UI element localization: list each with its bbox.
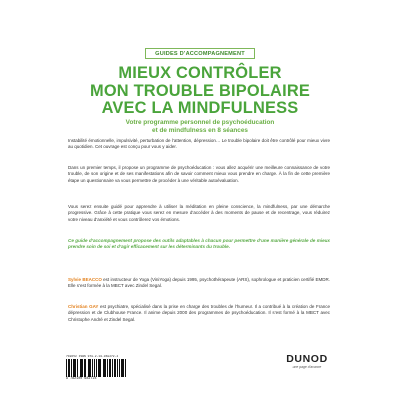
book-subtitle xyxy=(95,119,305,136)
book-title xyxy=(60,65,340,118)
description-paragraph: Vous serez ensuite guidé pour apprendre à utiliser la méditation en pleine conscience, la mindfulness, par une démarche progressive. Grâce à cette pratique vous serez en mesure d’accéder à des moments de pause et de recentrage, vous réduirez votre niveau d’anxiété et vous contrôlerez vos émotions. xyxy=(68,204,330,222)
author-bio-text: est psychiatre, spécialisé dans la prise en charge des troubles de l’humeur. Il a contribué à la création de France dépression et de Clubhouse France. Il anime depuis 2000 des programmes de psychoéducation. Il s’est formé à la MBCT avec Christophe André et Zindel Segal. xyxy=(68,304,330,322)
title-line: MON TROUBLE BIPOLAIRE xyxy=(89,81,310,100)
series-label: GUIDES D’ACCOMPAGNEMENT xyxy=(145,48,255,59)
title-line: MIEUX CONTRÔLER xyxy=(118,64,282,82)
isbn-barcode xyxy=(66,355,126,383)
publisher-name: DUNOD xyxy=(286,353,328,365)
author-bio xyxy=(68,277,330,290)
description-paragraph: Instabilité émotionnelle, impulsivité, perturbation de l’attention, dépression… Le trouble bipolaire doit être contrôlé pour mieux vivre au quotidien. Cet ouvrage est conçu pour vous y aider. xyxy=(68,138,330,150)
barcode-digits: 9 782100 682724 xyxy=(66,377,97,381)
highlight-paragraph: Ce guide d’accompagnement propose des outils adaptables à chacun pour permettre d’une manière générale de mieux prendre soin de soi et d’agir efficacement sur les déterminants du trouble. xyxy=(68,238,330,250)
author-bio-text: est instructeur de Yoga (ViniYoga) depuis 1995, psychothérapeute (ARS), sophrologue et praticien certifié EMDR. Elle s’est formée à la MBCT avec Zindel Segal. xyxy=(68,277,330,289)
description-paragraph: Dans un premier temps, il propose un programme de psychoéducation : vous allez acquérir une meilleure connaissance de votre trouble, de son origine et de ses manifestations afin de savoir comment mieux vous prendre en charge. À la fin de cette première étape un questionnaire va vous permettre de procéder à une véritable autoévaluation. xyxy=(68,165,330,183)
title-line: AVEC LA MINDFULNESS xyxy=(101,99,299,117)
isbn-text: 798652 ISBN 978-2-10-068272-4 xyxy=(66,355,119,358)
author-name: Christian GAY xyxy=(68,304,99,309)
subtitle-line: Votre programme personnel de psychoéducation xyxy=(125,119,275,126)
author-name: Sylvie BEACCO xyxy=(68,277,102,282)
author-bio xyxy=(68,304,330,323)
publisher-logo xyxy=(284,354,330,369)
subtitle-line: et de mindfulness en 8 séances xyxy=(152,127,248,135)
publisher-tagline: une page d’avance xyxy=(292,365,322,369)
barcode-bars xyxy=(66,359,126,377)
